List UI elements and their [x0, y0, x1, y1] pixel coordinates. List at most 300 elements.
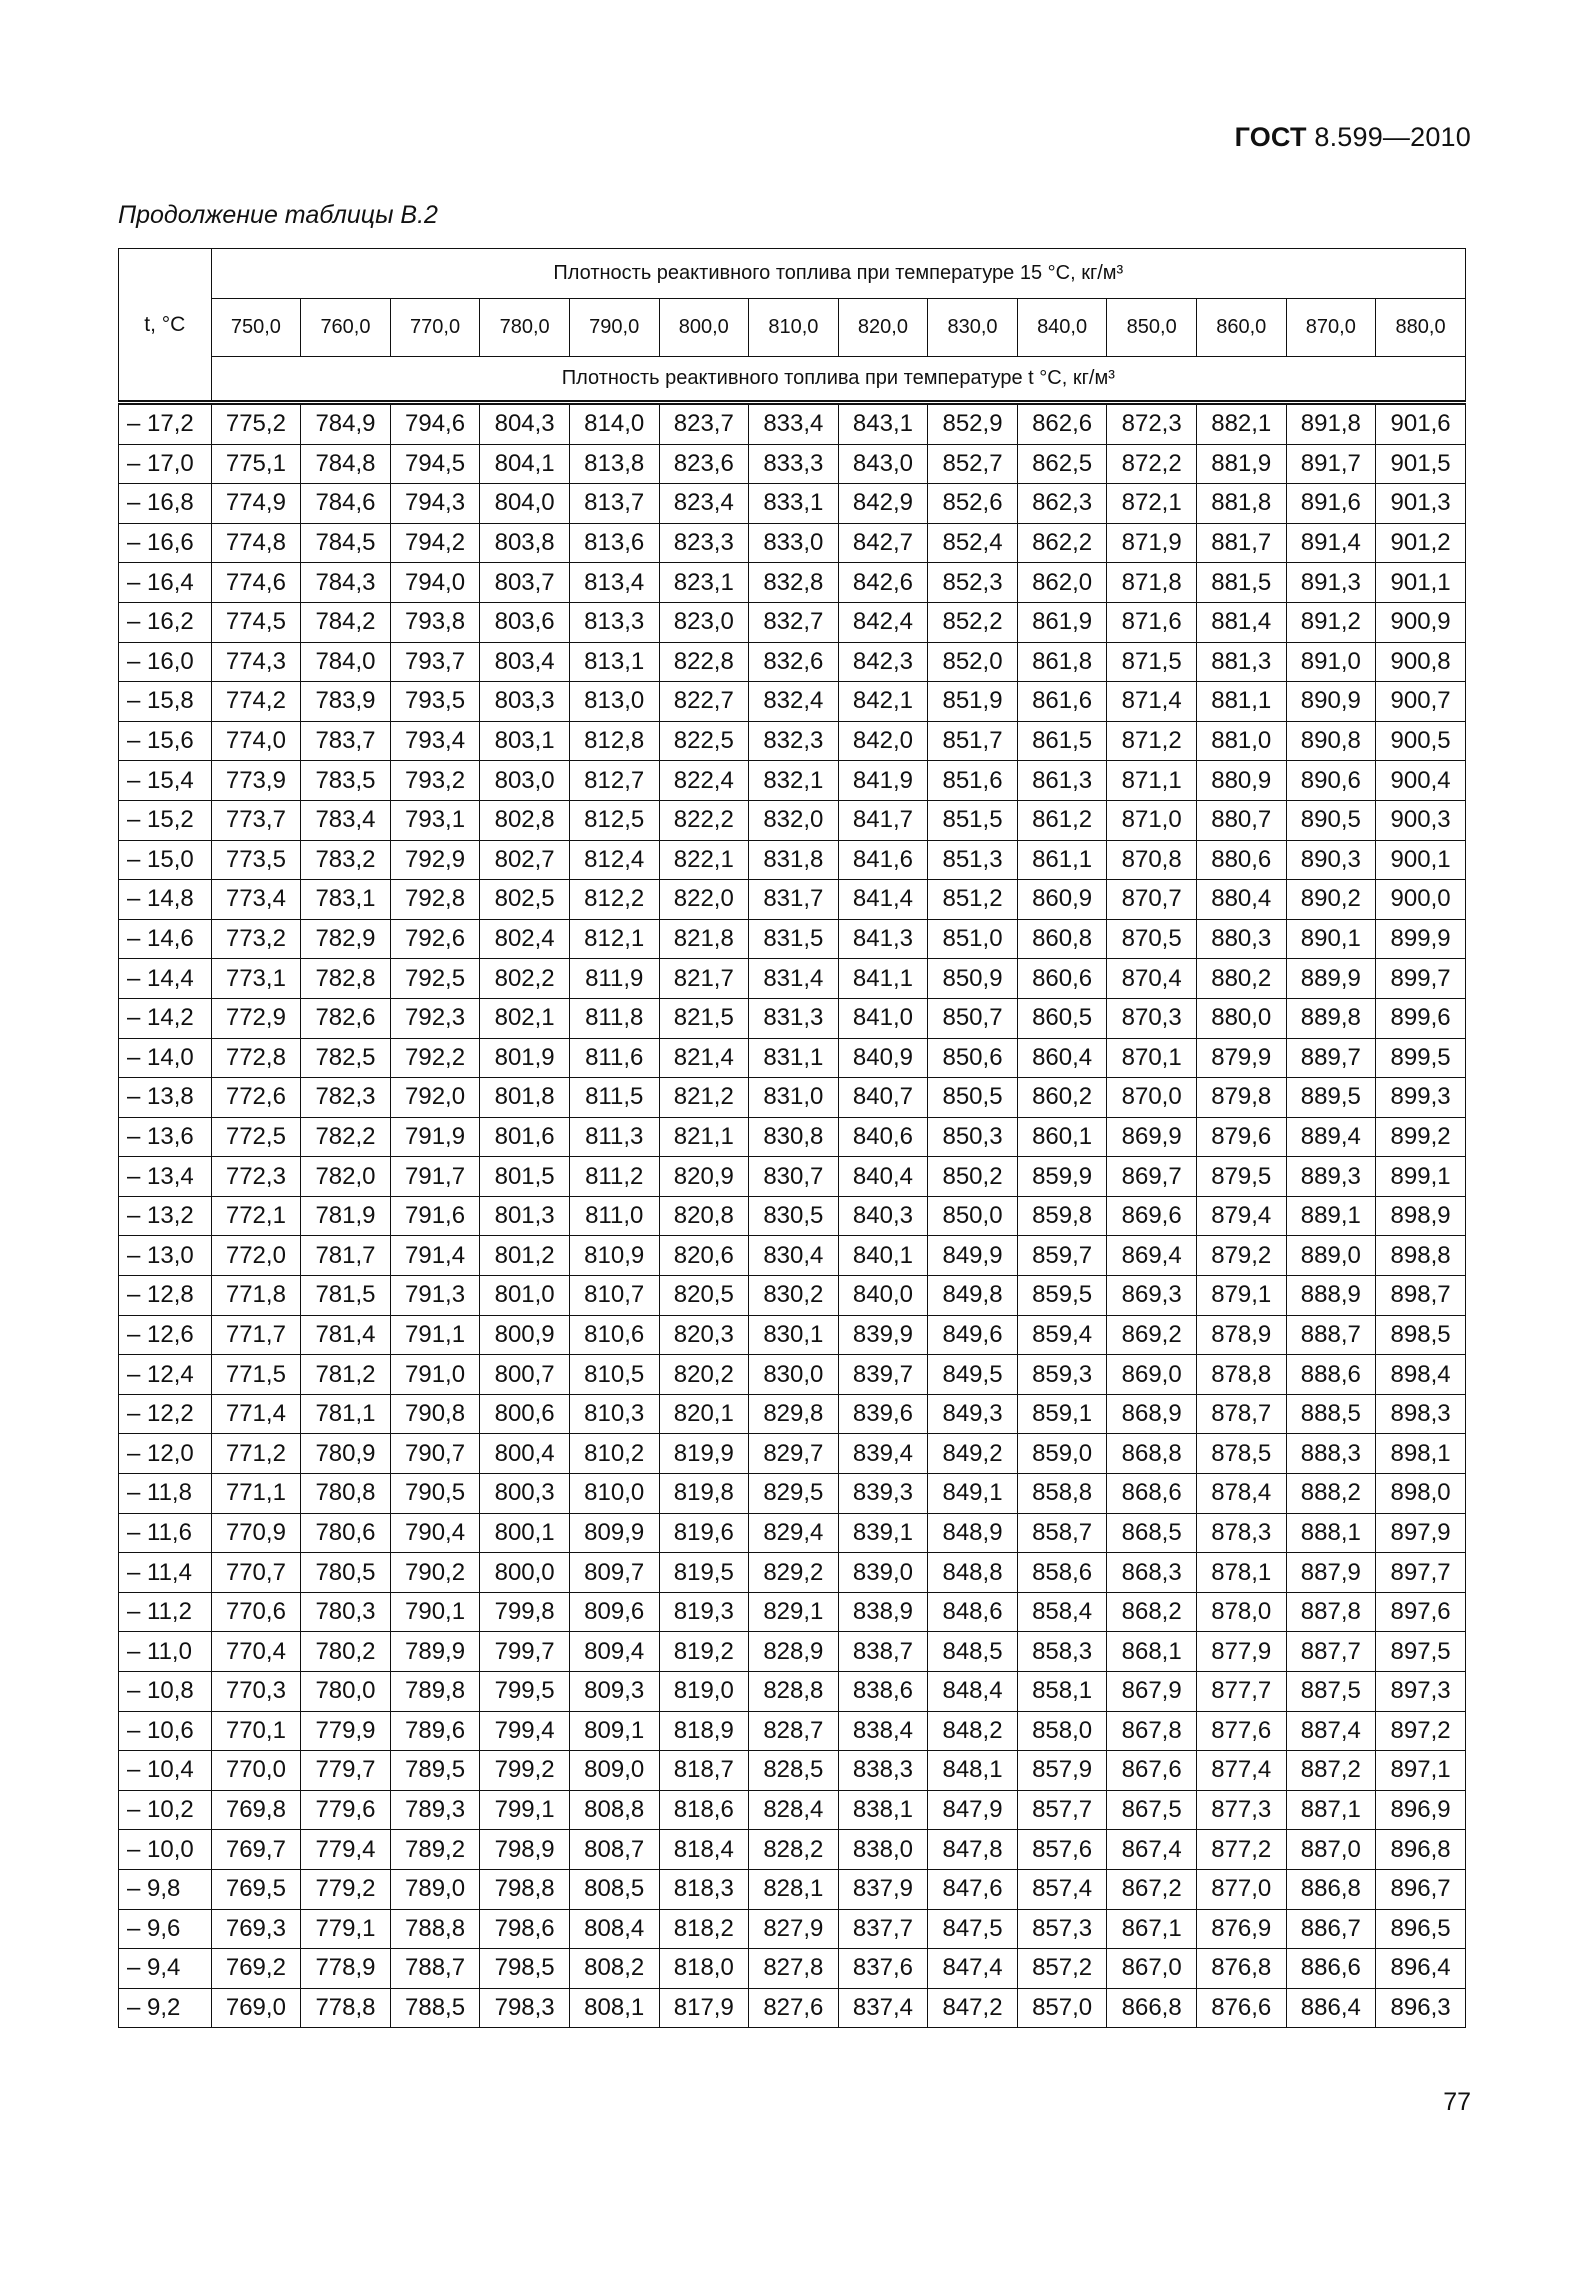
table-row: [119, 1830, 1466, 1870]
density-cell: 859,0: [1017, 1434, 1107, 1474]
density-cell: 818,6: [659, 1790, 749, 1830]
density-cell: 849,9: [928, 1236, 1018, 1276]
density-cell: 782,5: [301, 1038, 391, 1078]
density-cell: 779,4: [301, 1830, 391, 1870]
density-cell: 821,2: [659, 1078, 749, 1118]
density-cell: 880,2: [1196, 959, 1286, 999]
density-cell: 859,7: [1017, 1236, 1107, 1276]
density-cell: 840,4: [838, 1157, 928, 1197]
density-cell: 818,0: [659, 1949, 749, 1989]
temperature-cell: – 11,4: [119, 1553, 212, 1593]
density-cell: 877,6: [1196, 1711, 1286, 1751]
table-caption: Продолжение таблицы В.2: [118, 201, 438, 229]
density-cell: 891,4: [1286, 523, 1376, 563]
density-cell: 866,8: [1107, 1988, 1197, 2028]
density-cell: 821,7: [659, 959, 749, 999]
density-cell: 791,1: [390, 1315, 480, 1355]
table-row: [119, 1394, 1466, 1434]
density-cell: 793,7: [390, 642, 480, 682]
density-cell: 819,6: [659, 1513, 749, 1553]
density-cell: 842,9: [838, 484, 928, 524]
density-cell: 791,9: [390, 1117, 480, 1157]
density-cell: 811,3: [569, 1117, 659, 1157]
standard-header: [1235, 122, 1471, 153]
density-cell: 793,4: [390, 721, 480, 761]
density-cell: 838,7: [838, 1632, 928, 1672]
density-cell: 849,3: [928, 1394, 1018, 1434]
density-cell: 887,1: [1286, 1790, 1376, 1830]
density-cell: 859,8: [1017, 1196, 1107, 1236]
density-column-header: 860,0: [1196, 299, 1286, 357]
table-row: [119, 403, 1466, 445]
density-cell: 829,8: [749, 1394, 839, 1434]
table-row: [119, 563, 1466, 603]
density-cell: 881,7: [1196, 523, 1286, 563]
density-cell: 803,7: [480, 563, 570, 603]
density-cell: 847,9: [928, 1790, 1018, 1830]
density-cell: 869,9: [1107, 1117, 1197, 1157]
density-cell: 838,0: [838, 1830, 928, 1870]
density-cell: 789,2: [390, 1830, 480, 1870]
density-cell: 800,9: [480, 1315, 570, 1355]
density-cell: 784,8: [301, 444, 391, 484]
density-cell: 841,9: [838, 761, 928, 801]
density-cell: 802,2: [480, 959, 570, 999]
table-row: [119, 1157, 1466, 1197]
density-cell: 781,5: [301, 1276, 391, 1316]
density-cell: 840,1: [838, 1236, 928, 1276]
standard-number: 8.599—2010: [1314, 122, 1471, 152]
density-cell: 840,6: [838, 1117, 928, 1157]
density-cell: 811,2: [569, 1157, 659, 1197]
density-cell: 880,9: [1196, 761, 1286, 801]
density-cell: 828,8: [749, 1672, 839, 1712]
density-cell: 839,7: [838, 1355, 928, 1395]
density-cell: 879,9: [1196, 1038, 1286, 1078]
density-cell: 830,1: [749, 1315, 839, 1355]
density-cell: 773,9: [211, 761, 301, 801]
density-cell: 799,7: [480, 1632, 570, 1672]
density-cell: 793,1: [390, 800, 480, 840]
temperature-cell: – 16,6: [119, 523, 212, 563]
temperature-cell: – 15,2: [119, 800, 212, 840]
temperature-cell: – 17,0: [119, 444, 212, 484]
density-cell: 838,1: [838, 1790, 928, 1830]
table-row: [119, 919, 1466, 959]
density-cell: 802,7: [480, 840, 570, 880]
density-cell: 897,3: [1376, 1672, 1466, 1712]
density-cell: 850,2: [928, 1157, 1018, 1197]
density-cell: 808,2: [569, 1949, 659, 1989]
density-cell: 789,8: [390, 1672, 480, 1712]
density-cell: 823,0: [659, 602, 749, 642]
density-cell: 890,6: [1286, 761, 1376, 801]
density-cell: 841,0: [838, 998, 928, 1038]
density-cell: 810,5: [569, 1355, 659, 1395]
density-cell: 831,0: [749, 1078, 839, 1118]
density-cell: 818,2: [659, 1909, 749, 1949]
table-row: [119, 1869, 1466, 1909]
density-cell: 800,6: [480, 1394, 570, 1434]
temperature-cell: – 12,4: [119, 1355, 212, 1395]
density-cell: 808,5: [569, 1869, 659, 1909]
density-cell: 812,8: [569, 721, 659, 761]
density-cell: 819,0: [659, 1672, 749, 1712]
density-cell: 861,6: [1017, 682, 1107, 722]
density-cell: 898,8: [1376, 1236, 1466, 1276]
density-cell: 858,4: [1017, 1592, 1107, 1632]
density-cell: 888,5: [1286, 1394, 1376, 1434]
density-cell: 862,3: [1017, 484, 1107, 524]
density-cell: 818,9: [659, 1711, 749, 1751]
density-cell: 847,4: [928, 1949, 1018, 1989]
density-cell: 813,4: [569, 563, 659, 603]
density-cell: 891,8: [1286, 403, 1376, 445]
density-cell: 811,8: [569, 998, 659, 1038]
density-cell: 896,4: [1376, 1949, 1466, 1989]
density-cell: 889,3: [1286, 1157, 1376, 1197]
density-cell: 858,7: [1017, 1513, 1107, 1553]
density-cell: 871,6: [1107, 602, 1197, 642]
temperature-cell: – 11,2: [119, 1592, 212, 1632]
density-cell: 774,0: [211, 721, 301, 761]
density-cell: 819,2: [659, 1632, 749, 1672]
table-row: [119, 1513, 1466, 1553]
density-cell: 850,0: [928, 1196, 1018, 1236]
table-row: [119, 998, 1466, 1038]
density-cell: 842,7: [838, 523, 928, 563]
density-cell: 860,1: [1017, 1117, 1107, 1157]
density-cell: 791,7: [390, 1157, 480, 1197]
density-cell: 860,2: [1017, 1078, 1107, 1118]
density-cell: 867,0: [1107, 1949, 1197, 1989]
density-cell: 896,7: [1376, 1869, 1466, 1909]
density-cell: 859,4: [1017, 1315, 1107, 1355]
density-column-header: 880,0: [1376, 299, 1466, 357]
density-cell: 840,0: [838, 1276, 928, 1316]
density-cell: 783,4: [301, 800, 391, 840]
density-cell: 871,4: [1107, 682, 1197, 722]
temperature-cell: – 15,6: [119, 721, 212, 761]
density-cell: 823,4: [659, 484, 749, 524]
density-cell: 831,8: [749, 840, 839, 880]
density-cell: 778,9: [301, 1949, 391, 1989]
density-cell: 848,1: [928, 1751, 1018, 1791]
density-cell: 818,4: [659, 1830, 749, 1870]
density-cell: 829,4: [749, 1513, 839, 1553]
density-cell: 840,7: [838, 1078, 928, 1118]
density-cell: 771,5: [211, 1355, 301, 1395]
density-cell: 769,7: [211, 1830, 301, 1870]
density-cell: 784,6: [301, 484, 391, 524]
density-cell: 782,9: [301, 919, 391, 959]
density-cell: 788,5: [390, 1988, 480, 2028]
density-cell: 779,2: [301, 1869, 391, 1909]
density-cell: 769,8: [211, 1790, 301, 1830]
density-cell: 849,2: [928, 1434, 1018, 1474]
density-cell: 803,1: [480, 721, 570, 761]
density-cell: 901,3: [1376, 484, 1466, 524]
density-cell: 862,6: [1017, 403, 1107, 445]
temperature-cell: – 11,0: [119, 1632, 212, 1672]
density-cell: 889,8: [1286, 998, 1376, 1038]
density-cell: 882,1: [1196, 403, 1286, 445]
density-cell: 830,4: [749, 1236, 839, 1276]
temperature-cell: – 14,0: [119, 1038, 212, 1078]
temperature-cell: – 9,6: [119, 1909, 212, 1949]
density-cell: 770,0: [211, 1751, 301, 1791]
density-cell: 832,4: [749, 682, 839, 722]
density-cell: 867,9: [1107, 1672, 1197, 1712]
density-cell: 791,3: [390, 1276, 480, 1316]
density-cell: 851,6: [928, 761, 1018, 801]
density-cell: 840,9: [838, 1038, 928, 1078]
table-row: [119, 1988, 1466, 2028]
density-cell: 839,1: [838, 1513, 928, 1553]
density-cell: 891,7: [1286, 444, 1376, 484]
density-cell: 879,2: [1196, 1236, 1286, 1276]
density-cell: 881,4: [1196, 602, 1286, 642]
density-cell: 803,3: [480, 682, 570, 722]
density-cell: 878,3: [1196, 1513, 1286, 1553]
density-cell: 799,1: [480, 1790, 570, 1830]
density-cell: 900,3: [1376, 800, 1466, 840]
density-cell: 842,6: [838, 563, 928, 603]
table-row: [119, 761, 1466, 801]
density-cell: 899,5: [1376, 1038, 1466, 1078]
density-cell: 860,5: [1017, 998, 1107, 1038]
density-cell: 847,2: [928, 1988, 1018, 2028]
density-cell: 800,4: [480, 1434, 570, 1474]
temperature-cell: – 10,2: [119, 1790, 212, 1830]
density-cell: 793,5: [390, 682, 480, 722]
density-cell: 822,7: [659, 682, 749, 722]
density-cell: 889,9: [1286, 959, 1376, 999]
density-cell: 849,8: [928, 1276, 1018, 1316]
density-cell: 899,6: [1376, 998, 1466, 1038]
density-cell: 780,3: [301, 1592, 391, 1632]
temperature-cell: – 9,4: [119, 1949, 212, 1989]
density-column-header: 800,0: [659, 299, 749, 357]
density-cell: 783,2: [301, 840, 391, 880]
density-cell: 857,6: [1017, 1830, 1107, 1870]
density-cell: 801,0: [480, 1276, 570, 1316]
table-row: [119, 1672, 1466, 1712]
density-cell: 838,4: [838, 1711, 928, 1751]
density-cell: 830,7: [749, 1157, 839, 1197]
density-cell: 879,8: [1196, 1078, 1286, 1118]
density-cell: 803,0: [480, 761, 570, 801]
density-cell: 810,0: [569, 1474, 659, 1514]
density-cell: 813,6: [569, 523, 659, 563]
density-cell: 897,2: [1376, 1711, 1466, 1751]
density-cell: 850,5: [928, 1078, 1018, 1118]
density-cell: 900,9: [1376, 602, 1466, 642]
density-cell: 774,3: [211, 642, 301, 682]
density-cell: 868,5: [1107, 1513, 1197, 1553]
table-row: [119, 1711, 1466, 1751]
temperature-cell: – 13,6: [119, 1117, 212, 1157]
density-cell: 828,7: [749, 1711, 839, 1751]
density-cell: 898,0: [1376, 1474, 1466, 1514]
density-cell: 852,3: [928, 563, 1018, 603]
density-cell: 770,6: [211, 1592, 301, 1632]
density-cell: 899,3: [1376, 1078, 1466, 1118]
table-row: [119, 721, 1466, 761]
density-cell: 828,9: [749, 1632, 839, 1672]
density-cell: 771,2: [211, 1434, 301, 1474]
density-cell: 782,3: [301, 1078, 391, 1118]
density-cell: 804,1: [480, 444, 570, 484]
density-cell: 827,6: [749, 1988, 839, 2028]
table-row: [119, 800, 1466, 840]
density-cell: 788,8: [390, 1909, 480, 1949]
density-cell: 799,2: [480, 1751, 570, 1791]
density-cell: 897,5: [1376, 1632, 1466, 1672]
density-cell: 800,3: [480, 1474, 570, 1514]
density-cell: 881,9: [1196, 444, 1286, 484]
density-cell: 838,6: [838, 1672, 928, 1712]
density-cell: 880,4: [1196, 880, 1286, 920]
table-row: [119, 682, 1466, 722]
density-cell: 857,3: [1017, 1909, 1107, 1949]
density-cell: 897,9: [1376, 1513, 1466, 1553]
density-cell: 819,5: [659, 1553, 749, 1593]
density-cell: 820,5: [659, 1276, 749, 1316]
temperature-cell: – 12,0: [119, 1434, 212, 1474]
density-cell: 886,8: [1286, 1869, 1376, 1909]
density-cell: 771,1: [211, 1474, 301, 1514]
density-cell: 889,1: [1286, 1196, 1376, 1236]
density-cell: 850,9: [928, 959, 1018, 999]
density-cell: 870,3: [1107, 998, 1197, 1038]
density-cell: 809,6: [569, 1592, 659, 1632]
density-cell: 900,8: [1376, 642, 1466, 682]
density-cell: 811,9: [569, 959, 659, 999]
density-cell: 888,1: [1286, 1513, 1376, 1553]
density-cell: 867,8: [1107, 1711, 1197, 1751]
density-cell: 790,7: [390, 1434, 480, 1474]
density-cell: 858,3: [1017, 1632, 1107, 1672]
density-cell: 852,7: [928, 444, 1018, 484]
table-row: [119, 1790, 1466, 1830]
density-cell: 867,6: [1107, 1751, 1197, 1791]
temperature-cell: – 12,8: [119, 1276, 212, 1316]
density-cell: 898,9: [1376, 1196, 1466, 1236]
density-cell: 842,0: [838, 721, 928, 761]
density-cell: 818,3: [659, 1869, 749, 1909]
density-cell: 820,1: [659, 1394, 749, 1434]
density-cell: 838,3: [838, 1751, 928, 1791]
density-cell: 868,2: [1107, 1592, 1197, 1632]
density-cell: 783,1: [301, 880, 391, 920]
density-cell: 801,6: [480, 1117, 570, 1157]
density-cell: 881,0: [1196, 721, 1286, 761]
table-row: [119, 880, 1466, 920]
density-cell: 772,3: [211, 1157, 301, 1197]
density-cell: 898,5: [1376, 1315, 1466, 1355]
density-cell: 801,5: [480, 1157, 570, 1197]
density-cell: 817,9: [659, 1988, 749, 2028]
temperature-cell: – 10,4: [119, 1751, 212, 1791]
density-cell: 841,3: [838, 919, 928, 959]
density-cell: 809,3: [569, 1672, 659, 1712]
density-cell: 881,1: [1196, 682, 1286, 722]
density-cell: 812,1: [569, 919, 659, 959]
density-cell: 774,9: [211, 484, 301, 524]
density-cell: 808,8: [569, 1790, 659, 1830]
density-cell: 859,1: [1017, 1394, 1107, 1434]
density-cell: 771,4: [211, 1394, 301, 1434]
density-cell: 887,7: [1286, 1632, 1376, 1672]
density-cell: 832,8: [749, 563, 839, 603]
table-row: [119, 1117, 1466, 1157]
density-cell: 789,6: [390, 1711, 480, 1751]
density-cell: 820,8: [659, 1196, 749, 1236]
density-cell: 868,3: [1107, 1553, 1197, 1593]
table-row: [119, 642, 1466, 682]
density-cell: 878,7: [1196, 1394, 1286, 1434]
density-cell: 869,6: [1107, 1196, 1197, 1236]
density-cell: 772,0: [211, 1236, 301, 1276]
density-cell: 901,2: [1376, 523, 1466, 563]
temperature-cell: – 16,0: [119, 642, 212, 682]
density-cell: 783,7: [301, 721, 391, 761]
top-title-header: Плотность реактивного топлива при температуре 15 °С, кг/м³: [211, 249, 1465, 299]
density-cell: 780,8: [301, 1474, 391, 1514]
density-cell: 779,9: [301, 1711, 391, 1751]
density-cell: 784,5: [301, 523, 391, 563]
density-cell: 876,6: [1196, 1988, 1286, 2028]
table-row: [119, 484, 1466, 524]
density-cell: 789,9: [390, 1632, 480, 1672]
density-cell: 860,8: [1017, 919, 1107, 959]
density-cell: 808,1: [569, 1988, 659, 2028]
density-cell: 803,6: [480, 602, 570, 642]
density-cell: 843,0: [838, 444, 928, 484]
table-container: [118, 248, 1466, 2028]
density-cell: 891,0: [1286, 642, 1376, 682]
density-cell: 813,1: [569, 642, 659, 682]
density-cell: 851,5: [928, 800, 1018, 840]
density-cell: 811,6: [569, 1038, 659, 1078]
density-cell: 861,2: [1017, 800, 1107, 840]
density-cell: 877,0: [1196, 1869, 1286, 1909]
density-cell: 887,5: [1286, 1672, 1376, 1712]
temperature-cell: – 11,6: [119, 1513, 212, 1553]
density-cell: 862,0: [1017, 563, 1107, 603]
table-row: [119, 840, 1466, 880]
density-cell: 798,8: [480, 1869, 570, 1909]
density-cell: 770,9: [211, 1513, 301, 1553]
density-cell: 887,8: [1286, 1592, 1376, 1632]
density-cell: 872,1: [1107, 484, 1197, 524]
density-cell: 878,9: [1196, 1315, 1286, 1355]
density-cell: 791,4: [390, 1236, 480, 1276]
density-cell: 832,0: [749, 800, 839, 840]
density-cell: 852,0: [928, 642, 1018, 682]
density-cell: 781,1: [301, 1394, 391, 1434]
density-cell: 801,2: [480, 1236, 570, 1276]
density-column-header: 810,0: [749, 299, 839, 357]
density-cell: 851,0: [928, 919, 1018, 959]
density-cell: 814,0: [569, 403, 659, 445]
density-cell: 773,7: [211, 800, 301, 840]
table-row: [119, 1196, 1466, 1236]
density-cell: 779,1: [301, 1909, 391, 1949]
temperature-cell: – 10,8: [119, 1672, 212, 1712]
density-cell: 887,4: [1286, 1711, 1376, 1751]
